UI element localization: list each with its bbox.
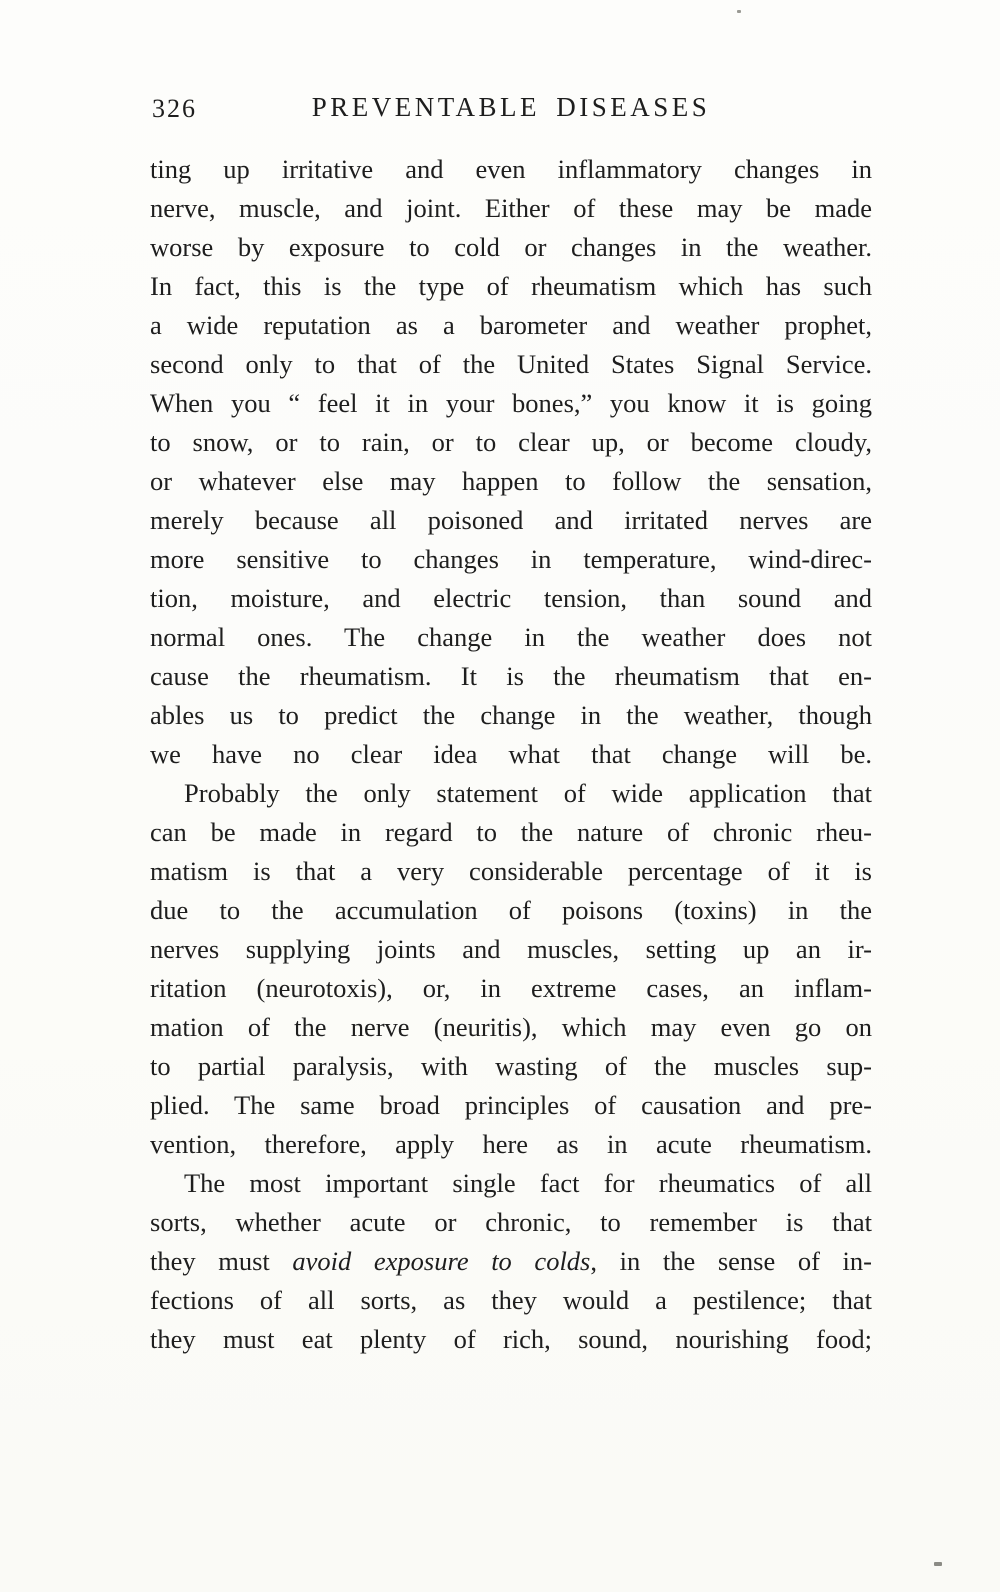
- text-line: a wide reputation as a barometer and weather prophet,: [150, 310, 872, 340]
- text-line: mation of the nerve (neuritis), which may even go on: [150, 1012, 872, 1042]
- text-line: vention, therefore, apply here as in acute rheumatism.: [150, 1129, 872, 1159]
- text-line: nerve, muscle, and joint. Either of these may be made: [150, 193, 872, 223]
- text-block: [150, 150, 872, 1359]
- text-line: sorts, whether acute or chronic, to remember is that: [150, 1207, 872, 1237]
- text-line: or whatever else may happen to follow the sensation,: [150, 466, 872, 496]
- text-line: they must eat plenty of rich, sound, nourishing food;: [150, 1324, 872, 1354]
- paragraph: [150, 774, 872, 1164]
- text-line: tion, moisture, and electric tension, than sound and: [150, 583, 872, 613]
- text-line: more sensitive to changes in temperature, wind-direc-: [150, 544, 872, 574]
- text-line: fections of all sorts, as they would a pestilence; that: [150, 1285, 872, 1315]
- text-line: can be made in regard to the nature of chronic rheu-: [150, 817, 872, 847]
- page-number: 326: [152, 94, 197, 123]
- page-header: [150, 92, 872, 126]
- text-line: they must avoid exposure to colds, in the sense of in-: [150, 1246, 872, 1276]
- text-line: ting up irritative and even inflammatory changes in: [150, 154, 872, 184]
- text-line: worse by exposure to cold or changes in the weather.: [150, 232, 872, 262]
- text-line: cause the rheumatism. It is the rheumatism that en-: [150, 661, 872, 691]
- running-title: PREVENTABLE DISEASES: [311, 92, 711, 122]
- text-line: In fact, this is the type of rheumatism which has such: [150, 271, 872, 301]
- text-line: plied. The same broad principles of causation and pre-: [150, 1090, 872, 1120]
- text-line: Probably the only statement of wide application that: [184, 778, 872, 808]
- scan-speck: [934, 1562, 942, 1566]
- text-line: ritation (neurotoxis), or, in extreme cases, an inflam-: [150, 973, 872, 1003]
- text-line: normal ones. The change in the weather does not: [150, 622, 872, 652]
- scan-speck: [737, 10, 741, 13]
- text-line: merely because all poisoned and irritated nerves are: [150, 505, 872, 535]
- text-line: ables us to predict the change in the weather, though: [150, 700, 872, 730]
- paragraph: [150, 1164, 872, 1359]
- text-line: The most important single fact for rheumatics of all: [184, 1168, 872, 1198]
- text-line: to snow, or to rain, or to clear up, or become cloudy,: [150, 427, 872, 457]
- text-line: due to the accumulation of poisons (toxins) in the: [150, 895, 872, 925]
- text-line: nerves supplying joints and muscles, setting up an ir-: [150, 934, 872, 964]
- text-line: second only to that of the United States Signal Service.: [150, 349, 872, 379]
- text-line: we have no clear idea what that change will be.: [150, 739, 872, 769]
- text-line: matism is that a very considerable percentage of it is: [150, 856, 872, 886]
- text-line: to partial paralysis, with wasting of the muscles sup-: [150, 1051, 872, 1081]
- paragraph: [150, 150, 872, 774]
- text-line: When you “ feel it in your bones,” you know it is going: [150, 388, 872, 418]
